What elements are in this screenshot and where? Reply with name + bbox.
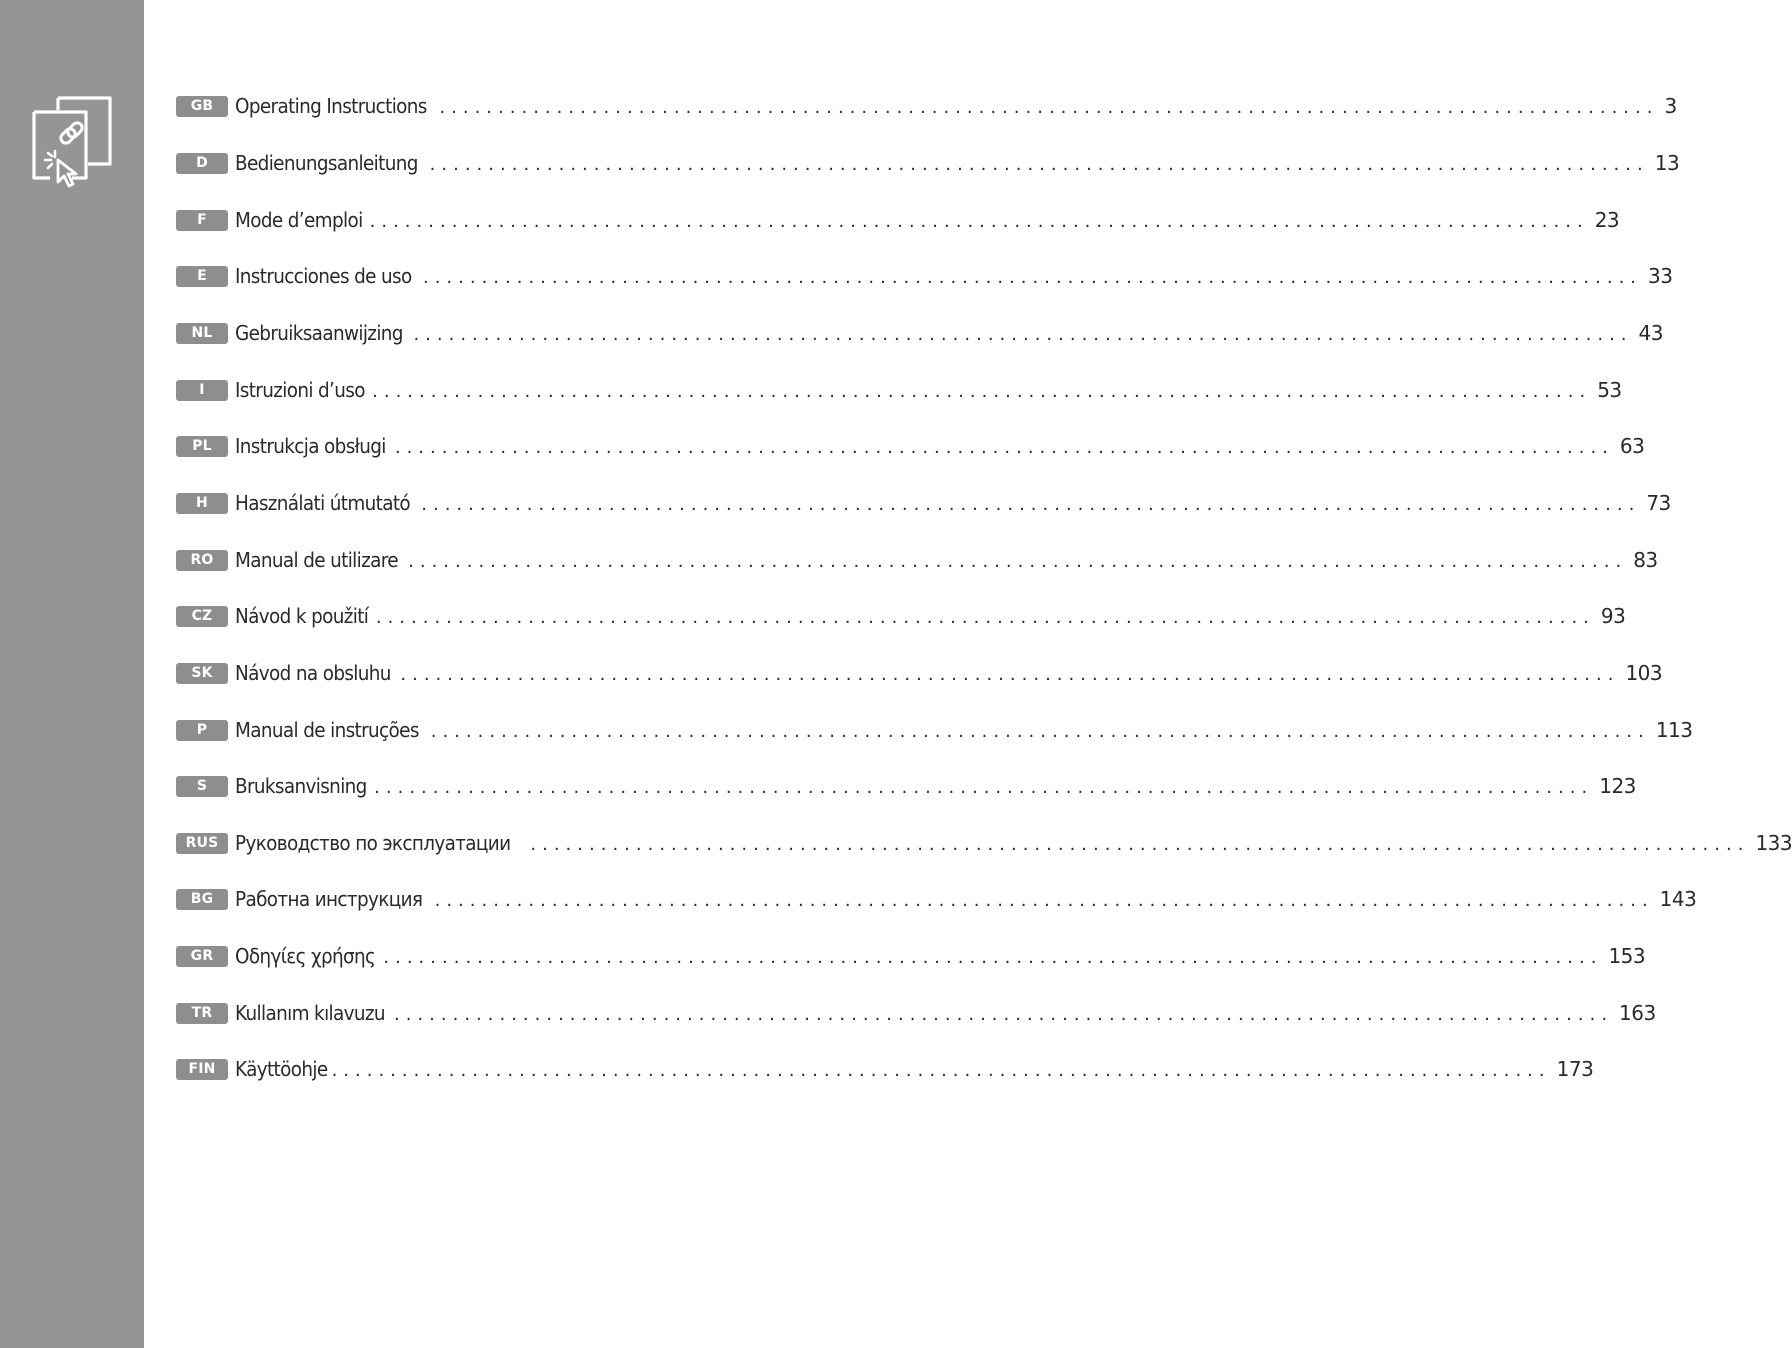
page-number: 43 <box>1638 321 1663 345</box>
toc-row-fin[interactable] <box>176 1049 1594 1089</box>
page-number: 93 <box>1600 604 1626 628</box>
toc-title: Kullanım kılavuzu <box>235 1001 385 1025</box>
page-number: 53 <box>1597 378 1622 402</box>
language-badge: NL <box>176 323 228 344</box>
table-of-contents <box>176 0 1792 1348</box>
dot-leader: ........................................................................................................ <box>374 777 1594 798</box>
dot-leader: ........................................................................................................ <box>430 721 1650 742</box>
toc-row-pl[interactable] <box>176 426 1645 466</box>
page-number: 123 <box>1599 774 1636 798</box>
language-badge: H <box>176 493 228 514</box>
language-badge: E <box>176 266 228 287</box>
language-badge: RO <box>176 550 228 571</box>
document-link-cursor-icon <box>28 94 116 188</box>
toc-title: Instrukcja obsługi <box>235 434 386 458</box>
toc-row-i[interactable] <box>176 370 1622 410</box>
toc-title: Návod k použití <box>235 604 369 628</box>
toc-row-h[interactable] <box>176 483 1671 523</box>
toc-title: Návod na obsluhu <box>235 661 391 685</box>
toc-row-nl[interactable] <box>176 313 1663 353</box>
page-number: 63 <box>1619 434 1645 458</box>
dot-leader: ........................................................................................................ <box>400 664 1620 685</box>
language-badge: GR <box>176 946 228 967</box>
page-number: 13 <box>1654 151 1680 175</box>
toc-title: Käyttöohje <box>235 1057 328 1081</box>
dot-leader: ........................................................................................................ <box>372 381 1592 402</box>
toc-row-tr[interactable] <box>176 993 1656 1033</box>
page-number: 173 <box>1556 1057 1594 1081</box>
language-badge: I <box>176 380 228 401</box>
toc-row-gr[interactable] <box>176 936 1646 976</box>
toc-row-s[interactable] <box>176 766 1636 806</box>
toc-title: Gebruiksaanwijzing <box>235 321 403 345</box>
toc-title: Руководство по эксплуатации <box>235 831 511 855</box>
page-number: 153 <box>1608 944 1646 968</box>
page-number: 113 <box>1655 718 1693 742</box>
language-badge: SK <box>176 663 228 684</box>
dot-leader: ........................................................................................................ <box>434 890 1654 911</box>
language-badge: TR <box>176 1003 228 1024</box>
toc-row-sk[interactable] <box>176 653 1663 693</box>
dot-leader: ........................................................................................................ <box>530 834 1750 855</box>
page-number: 73 <box>1646 491 1671 515</box>
page-number: 33 <box>1648 264 1673 288</box>
dot-leader: ........................................................................................................ <box>422 267 1643 288</box>
page-number: 143 <box>1659 887 1697 911</box>
language-badge: S <box>176 776 228 797</box>
toc-row-gb[interactable] <box>176 86 1677 126</box>
page-number: 163 <box>1619 1001 1656 1025</box>
page-number: 133 <box>1755 831 1792 855</box>
dot-leader: ........................................................................................................ <box>429 154 1649 175</box>
page-number: 83 <box>1633 548 1658 572</box>
toc-title: Mode d’emploi <box>235 208 363 232</box>
language-badge: FIN <box>176 1059 228 1080</box>
page-number: 23 <box>1594 208 1620 232</box>
dot-leader: ........................................................................................................ <box>394 437 1614 458</box>
dot-leader: ........................................................................................................ <box>413 324 1633 345</box>
toc-row-f[interactable] <box>176 200 1620 240</box>
toc-row-d[interactable] <box>176 143 1680 183</box>
toc-title: Bruksanvisning <box>235 774 367 798</box>
toc-title: Használati útmutató <box>235 491 411 515</box>
dot-leader: ........................................................................................................ <box>421 494 1641 515</box>
toc-row-bg[interactable] <box>176 879 1697 919</box>
toc-row-cz[interactable] <box>176 596 1626 636</box>
toc-row-p[interactable] <box>176 710 1693 750</box>
toc-title: Manual de instruções <box>235 718 419 742</box>
page-number: 3 <box>1664 94 1677 118</box>
sidebar <box>0 0 144 1348</box>
toc-row-e[interactable] <box>176 256 1673 296</box>
dot-leader: ........................................................................................................ <box>408 551 1628 572</box>
language-badge: GB <box>176 96 228 117</box>
toc-title: Istruzioni d’uso <box>235 378 365 402</box>
language-badge: RUS <box>176 833 228 854</box>
dot-leader: ........................................................................................................ <box>393 1004 1614 1025</box>
dot-leader: ........................................................................................................ <box>383 947 1603 968</box>
dot-leader: ........................................................................................................ <box>331 1060 1551 1081</box>
toc-row-rus[interactable] <box>176 823 1792 863</box>
language-badge: F <box>176 210 228 231</box>
dot-leader: ........................................................................................................ <box>369 211 1589 232</box>
page-number: 103 <box>1625 661 1663 685</box>
toc-title: Manual de utilizare <box>235 548 398 572</box>
toc-title: Instrucciones de uso <box>235 264 412 288</box>
language-badge: D <box>176 153 228 174</box>
dot-leader: ........................................................................................................ <box>439 97 1659 118</box>
dot-leader: ........................................................................................................ <box>375 607 1595 628</box>
toc-row-ro[interactable] <box>176 540 1658 580</box>
toc-title: Работна инструкция <box>235 887 423 911</box>
language-badge: P <box>176 720 228 741</box>
language-badge: PL <box>176 436 228 457</box>
language-badge: BG <box>176 889 228 910</box>
toc-title: Οδηγίες χρήσης <box>235 944 376 968</box>
toc-title: Operating Instructions <box>235 94 427 118</box>
toc-title: Bedienungsanleitung <box>235 151 418 175</box>
language-badge: CZ <box>176 606 228 627</box>
